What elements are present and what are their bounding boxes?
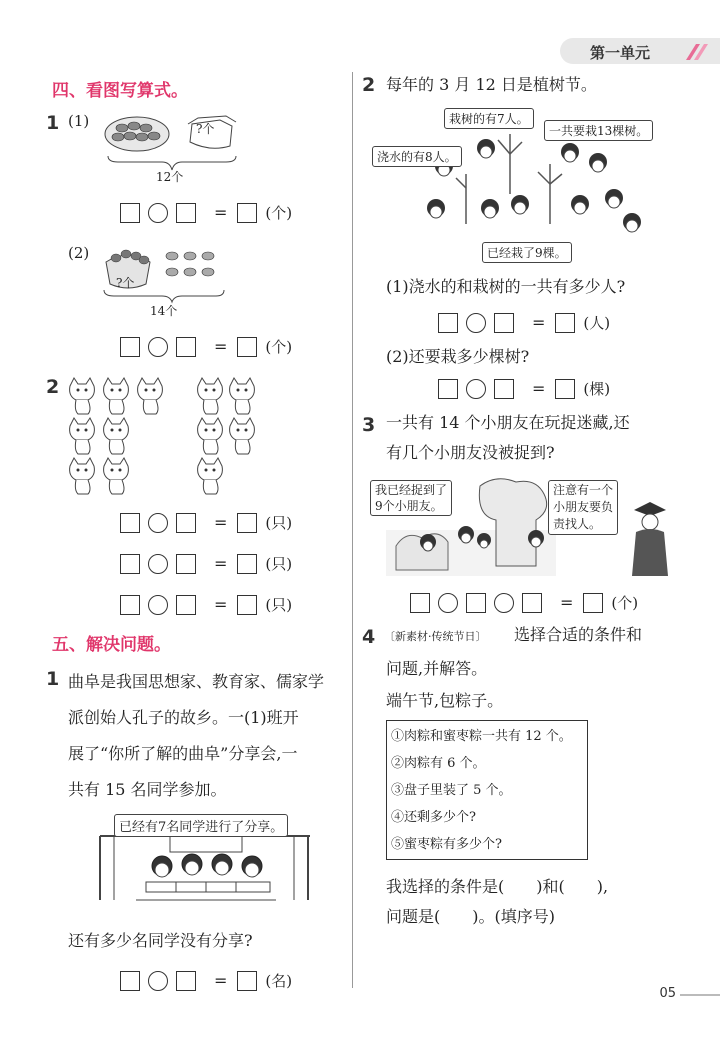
unit-label: (只) [265, 555, 293, 573]
answer-box[interactable] [120, 971, 140, 991]
answer-box[interactable] [555, 313, 575, 333]
condition-item: ⑤蜜枣粽有多少个? [391, 837, 502, 852]
s4-q2-formula-2: = (只) [120, 553, 292, 575]
answer-box[interactable] [237, 971, 257, 991]
bubble-line: 责找人。 [553, 517, 602, 531]
s4-q2-number: 2 [46, 376, 60, 398]
answer-box[interactable] [410, 593, 430, 613]
condition-item: ①肉粽和蜜枣粽一共有 12 个。 [391, 729, 572, 744]
operator-circle[interactable] [148, 595, 168, 615]
s5-q1-number: 1 [46, 668, 60, 690]
answer-box[interactable] [120, 337, 140, 357]
r-q2-number: 2 [362, 74, 376, 96]
unit-label: (人) [583, 314, 611, 332]
r-q4-line-3: 端午节,包粽子。 [386, 691, 504, 710]
answer-box[interactable] [522, 593, 542, 613]
text-line: 有几个小朋友没被捉到? [386, 443, 555, 462]
operator-circle[interactable] [148, 337, 168, 357]
answer-box[interactable] [120, 513, 140, 533]
r-q4-answer-2[interactable]: 问题是( )。(填序号) [386, 907, 555, 926]
answer-box[interactable] [438, 313, 458, 333]
conditions-box [386, 720, 588, 860]
s4-q1-number: 1 [46, 112, 60, 134]
s4-q1-sub1-formula: = (个) [120, 202, 292, 224]
column-divider [352, 72, 353, 988]
unit-label: (只) [265, 514, 293, 532]
text-line: 共有 15 名同学参加。 [68, 780, 227, 799]
unit-tab [560, 38, 720, 64]
section5-title: 五、解决问题。 [52, 635, 171, 655]
bag-label: ?个 [196, 122, 215, 136]
answer-box[interactable] [466, 593, 486, 613]
r-q3-formula: = (个) [410, 592, 638, 614]
operator-circle[interactable] [148, 513, 168, 533]
r-q2-bubble-4: 已经栽了9棵。 [482, 242, 572, 263]
r-q3-bubble-right [548, 480, 618, 535]
r-q2-bubble-1: 栽树的有7人。 [444, 108, 534, 129]
r-q3-number: 3 [362, 414, 376, 436]
s4-q2-formula-1: = (只) [120, 512, 292, 534]
answer-box[interactable] [120, 203, 140, 223]
answer-box[interactable] [176, 554, 196, 574]
answer-box[interactable] [237, 203, 257, 223]
r-q4-answer-1[interactable]: 我选择的条件是( )和( ), [386, 877, 609, 896]
text-line: 派创始人孔子的故乡。一(1)班开 [68, 708, 299, 727]
text-line: 一共有 14 个小朋友在玩捉迷藏,还 [386, 413, 630, 432]
r-q2-sub2-formula: = (棵) [438, 378, 610, 400]
s4-q1-sub2-label: (2) [68, 244, 90, 262]
answer-box[interactable] [438, 379, 458, 399]
condition-item: ②肉粽有 6 个。 [391, 756, 486, 771]
unit-label: (个) [611, 594, 639, 612]
operator-circle[interactable] [466, 379, 486, 399]
unit-label: (名) [265, 972, 293, 990]
page-number: 05 [659, 986, 676, 1001]
r-q3-text [386, 408, 686, 468]
answer-box[interactable] [176, 971, 196, 991]
s4-q2-cats-picture [64, 376, 264, 496]
operator-circle[interactable] [148, 554, 168, 574]
s4-q2-formula-3: = (只) [120, 594, 292, 616]
operator-circle[interactable] [494, 593, 514, 613]
bubble-line: 我已经捉到了 [375, 483, 448, 497]
condition-item: ④还剩多少个? [391, 810, 476, 825]
bubble-line: 注意有一个 [553, 483, 614, 497]
r-q4-line-2: 问题,并解答。 [386, 659, 488, 678]
s5-q1-speech-bubble: 已经有7名同学进行了分享。 [114, 814, 288, 837]
r-q4-tag: 〔新素材·传统节日〕 [384, 630, 487, 643]
basket-label: ?个 [116, 276, 135, 290]
r-q2-sub2-text: (2)还要栽多少棵树? [386, 347, 530, 366]
answer-box[interactable] [176, 595, 196, 615]
answer-box[interactable] [176, 203, 196, 223]
footer-line [680, 994, 720, 996]
r-q3-bubble-left [370, 480, 452, 516]
answer-box[interactable] [494, 313, 514, 333]
unit-title: 第一单元 [590, 44, 651, 62]
s4-q1-sub2-formula: = (个) [120, 336, 292, 358]
answer-box[interactable] [120, 595, 140, 615]
r-q2-bubble-3: 浇水的有8人。 [372, 146, 462, 167]
s4-q1-sub1-total: 12个 [156, 170, 184, 184]
s4-q1-sub1-label: (1) [68, 112, 90, 130]
text-line: 曲阜是我国思想家、教育家、儒家学 [68, 672, 325, 691]
answer-box[interactable] [494, 379, 514, 399]
s5-q1-question: 还有多少名同学没有分享? [68, 931, 253, 950]
bubble-line: 小朋友要负 [553, 500, 614, 514]
s5-q1-text [68, 664, 348, 808]
text-line: 展了“你所了解的曲阜”分享会,一 [68, 744, 298, 763]
answer-box[interactable] [555, 379, 575, 399]
r-q4-line-1: 选择合适的条件和 [514, 625, 643, 644]
s5-q1-formula: = (名) [120, 970, 292, 992]
r-q4-number: 4 [362, 626, 376, 648]
answer-box[interactable] [237, 337, 257, 357]
r-q2-bubble-2: 一共要栽13棵树。 [544, 120, 653, 141]
operator-circle[interactable] [148, 971, 168, 991]
r-q2-intro: 每年的 3 月 12 日是植树节。 [386, 75, 597, 94]
answer-box[interactable] [237, 513, 257, 533]
answer-box[interactable] [120, 554, 140, 574]
answer-box[interactable] [237, 595, 257, 615]
answer-box[interactable] [176, 337, 196, 357]
r-q2-sub1-text: (1)浇水的和栽树的一共有多少人? [386, 277, 626, 296]
section4-title: 四、看图写算式。 [52, 81, 188, 101]
condition-item: ③盘子里装了 5 个。 [391, 783, 512, 798]
unit-label: (个) [265, 204, 293, 222]
operator-circle[interactable] [148, 203, 168, 223]
unit-label: (个) [265, 338, 293, 356]
operator-circle[interactable] [438, 593, 458, 613]
unit-label: (棵) [583, 380, 611, 398]
answer-box[interactable] [176, 513, 196, 533]
bubble-line: 9个小朋友。 [375, 499, 443, 513]
operator-circle[interactable] [466, 313, 486, 333]
answer-box[interactable] [583, 593, 603, 613]
pencil-icon [684, 40, 714, 62]
unit-label: (只) [265, 596, 293, 614]
answer-box[interactable] [237, 554, 257, 574]
s4-q1-sub2-total: 14个 [150, 304, 178, 318]
r-q2-sub1-formula: = (人) [438, 312, 610, 334]
